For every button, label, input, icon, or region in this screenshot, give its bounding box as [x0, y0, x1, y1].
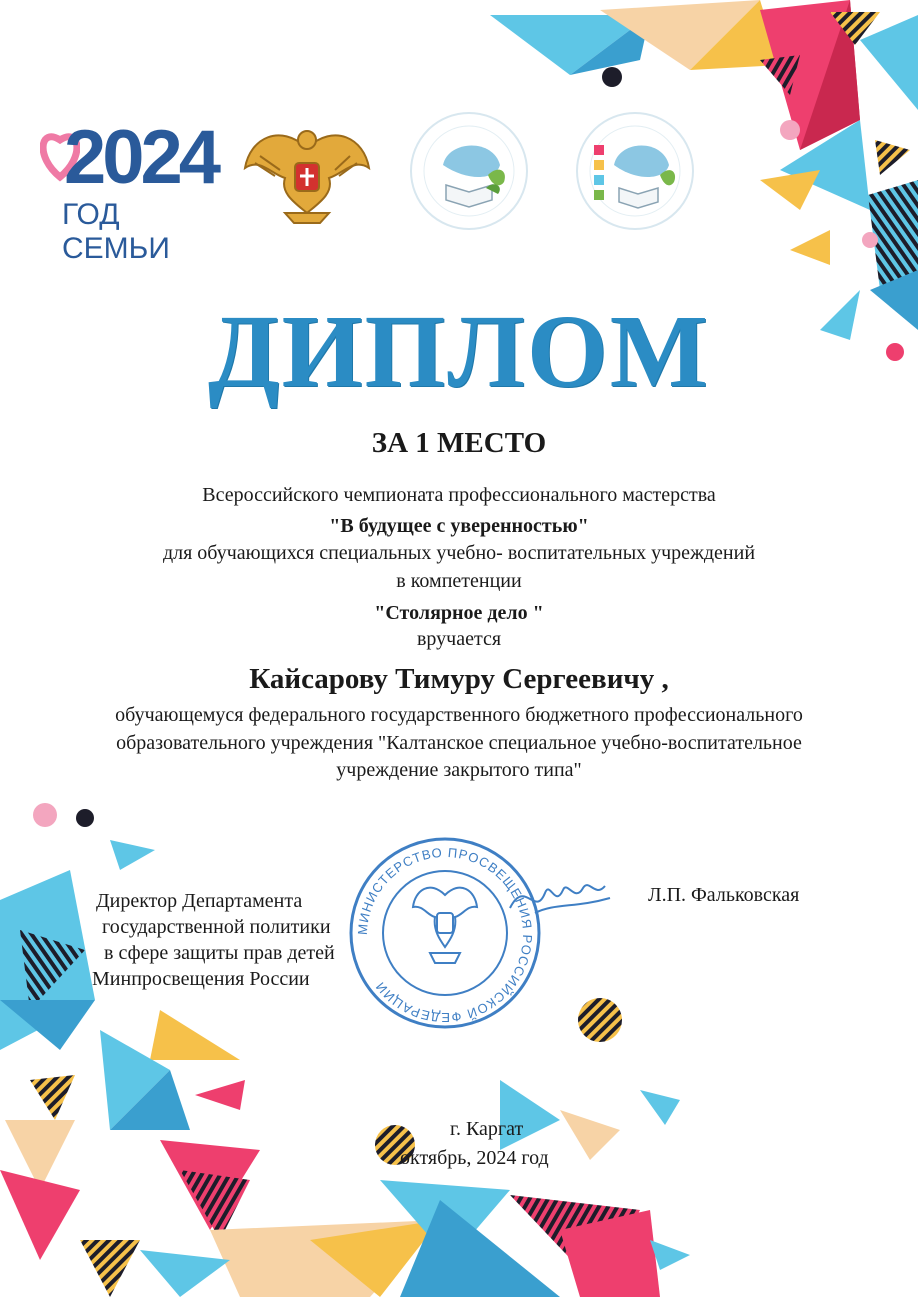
globe-book-icon — [408, 110, 530, 232]
place-heading: ЗА 1 МЕСТО — [371, 427, 547, 459]
signer-position — [92, 888, 416, 992]
signer-position-line: Минпросвещения России — [92, 968, 310, 990]
year-caption: ГОД СЕМЬИ — [62, 198, 170, 265]
year-number: 2024 — [64, 115, 218, 200]
signer-position-line: государственной политики — [102, 916, 331, 938]
championship-name-line: Всероссийского чемпионата профессионального мастерства — [202, 484, 716, 506]
organization-line-1: обучающемуся федерального государственного бюджетного профессионального — [115, 704, 803, 726]
organization-line-2: образовательного учреждения "Калтанское специальное учебно-воспитательное — [116, 732, 802, 754]
signer-position-line: в сфере защиты прав детей — [104, 942, 335, 964]
championship-motto: "В будущее с уверенностью" — [329, 515, 589, 537]
signer-position-line: Директор Департамента — [96, 890, 303, 912]
championship-logo — [408, 110, 530, 232]
organization-line-3: учреждение закрытого типа" — [336, 759, 582, 781]
globe-competencies-icon — [574, 110, 696, 232]
year-of-family-logo — [40, 115, 218, 265]
signer-name: Л.П. Фальковская — [648, 884, 800, 906]
competence-label: в компетенции — [396, 570, 522, 592]
competence-name: "Столярное дело " — [374, 602, 544, 624]
championship-logo-alt — [574, 110, 696, 232]
issue-city: г. Каргат — [450, 1118, 524, 1140]
handwritten-signature — [505, 868, 615, 928]
ministry-emblem-logo — [240, 118, 375, 228]
issue-date: октябрь, 2024 год — [400, 1147, 549, 1169]
diploma-title: ДИПЛОМ — [208, 294, 710, 409]
recipient-name: Кайсарову Тимуру Сергеевичу , — [249, 663, 669, 695]
seal-text: МИНИСТЕРСТВО ПРОСВЕЩЕНИЯ РОССИЙСКОЙ ФЕДЕРАЦИИ — [354, 844, 536, 1026]
participants-line: для обучающихся специальных учебно- воспитательных учреждений — [162, 542, 756, 564]
awarded-label: вручается — [416, 628, 502, 650]
eagle-emblem-icon — [240, 118, 375, 228]
signature-icon — [505, 868, 615, 928]
